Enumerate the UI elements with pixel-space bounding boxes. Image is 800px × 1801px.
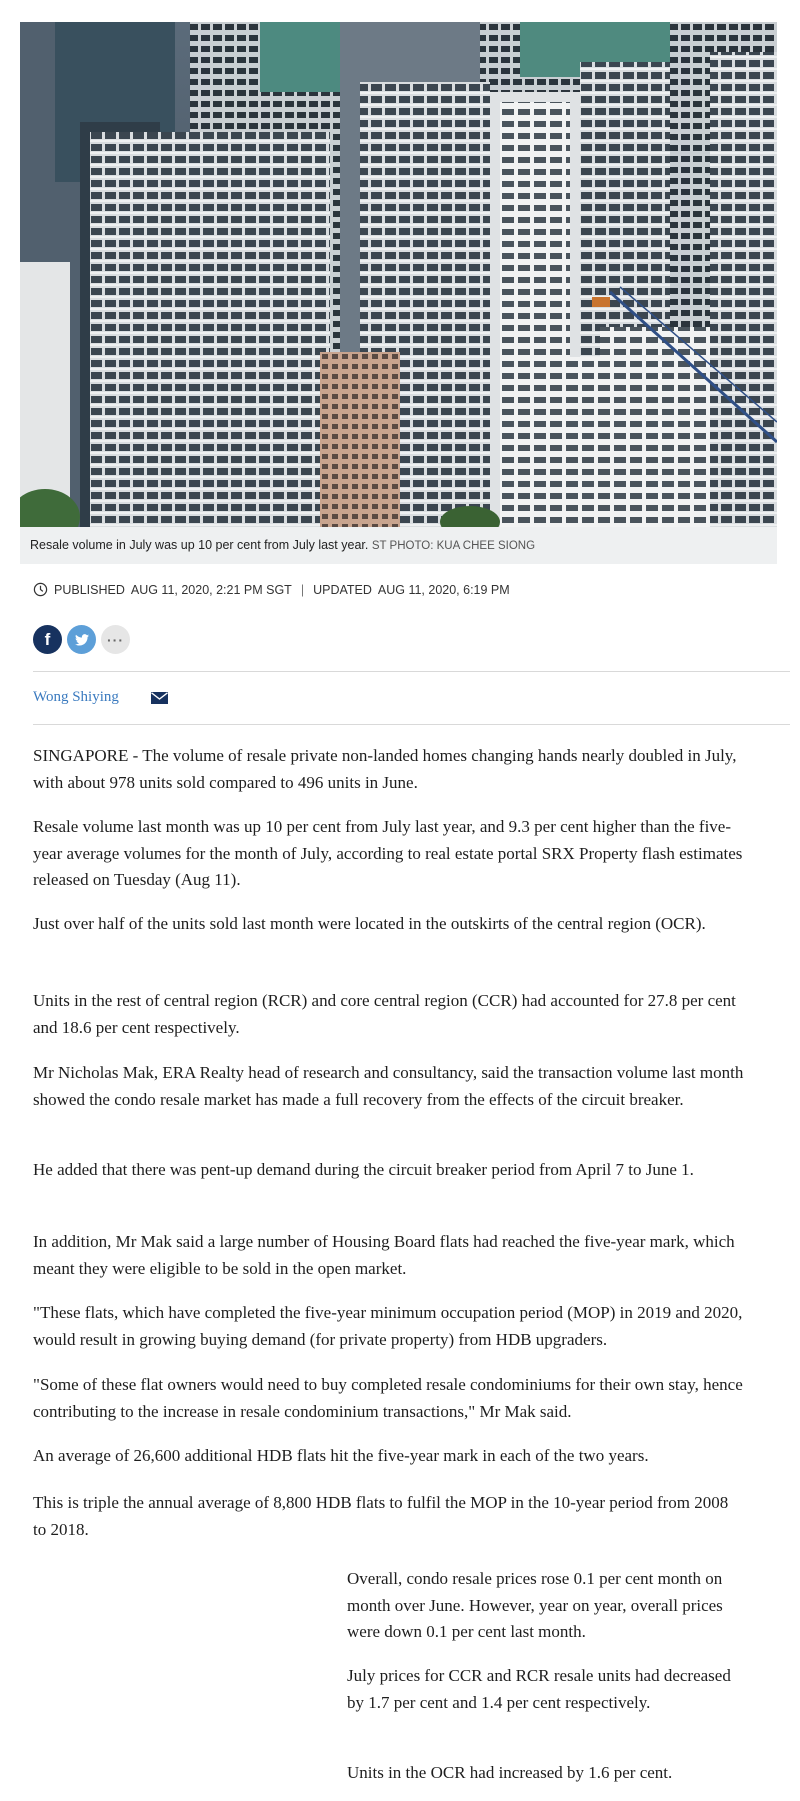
article-paragraph: He added that there was pent-up demand during the circuit breaker period from April 7 to June 1. [33, 1160, 694, 1179]
clock-icon [33, 582, 48, 597]
article-paragraph: Units in the rest of central region (RCR) and core central region (CCR) had accounted for 27.8 per cent and 18.6 per cent respectively. [33, 991, 736, 1037]
article-paragraph: In addition, Mr Mak said a large number of Housing Board flats had reached the five-year mark, which meant they were eligible to be sold in the open market. [33, 1232, 735, 1278]
article-photo [20, 22, 777, 527]
facebook-icon: f [44, 629, 51, 649]
published-label: PUBLISHED [54, 582, 125, 597]
article-paragraph: "These flats, which have completed the five-year minimum occupation period (MOP) in 2019 and 2020, would result in growing buying demand (for private property) from HDB upgraders. [33, 1303, 743, 1349]
article-paragraph: SINGAPORE - The volume of resale private non-landed homes changing hands nearly doubled in July, with about 978 units sold compared to 496 units in June. [33, 746, 737, 792]
divider [33, 724, 790, 725]
publish-meta [33, 582, 510, 597]
email-icon[interactable] [151, 692, 168, 704]
article-figure [20, 22, 777, 564]
share-bar [33, 625, 130, 654]
article-paragraph: Resale volume last month was up 10 per cent from July last year, and 9.3 per cent higher than the five-year average volumes for the month of July, according to real estate portal SRX Property flash estimates released on Tuesday (Aug 11). [33, 817, 743, 889]
article-paragraph: Units in the OCR had increased by 1.6 per cent. [347, 1763, 673, 1782]
article-paragraph: "Some of these flat owners would need to buy completed resale condominiums for their own stay, hence contributing to the increase in resale condominium transactions," Mr Mak said. [33, 1375, 743, 1421]
article-paragraph: This is triple the annual average of 8,800 HDB flats to fulfil the MOP in the 10-year period from 2008 to 2018. [33, 1493, 729, 1539]
meta-separator: | [300, 582, 305, 597]
updated-date: AUG 11, 2020, 6:19 PM [377, 582, 510, 597]
published-date: AUG 11, 2020, 2:21 PM SGT [130, 582, 292, 597]
article-paragraph: July prices for CCR and RCR resale units had decreased by 1.7 per cent and 1.4 per cent respectively. [347, 1666, 731, 1712]
photo-credit: ST PHOTO: KUA CHEE SIONG [371, 540, 536, 552]
article-paragraph: Overall, condo resale prices rose 0.1 per cent month on month over June. However, year on year, overall prices were down 0.1 per cent last month. [347, 1569, 723, 1641]
more-icon: ··· [107, 631, 124, 648]
article-paragraph: An average of 26,600 additional HDB flats hit the five-year mark in each of the two years. [33, 1446, 649, 1465]
updated-label: UPDATED [313, 582, 372, 597]
byline [33, 689, 168, 706]
twitter-icon [75, 634, 89, 646]
article-paragraph: Mr Nicholas Mak, ERA Realty head of research and consultancy, said the transaction volume last month showed the condo resale market has made a full recovery from the effects of the circuit breaker. [33, 1063, 744, 1109]
photo-caption [20, 527, 777, 564]
divider [33, 671, 790, 672]
twitter-share-button[interactable] [67, 625, 96, 654]
author-link[interactable]: Wong Shiying [33, 689, 119, 705]
facebook-share-button[interactable] [33, 625, 62, 654]
article-paragraph: Just over half of the units sold last month were located in the outskirts of the central region (OCR). [33, 914, 706, 933]
more-share-button[interactable] [101, 625, 130, 654]
caption-text: Resale volume in July was up 10 per cent from July last year. [30, 538, 369, 552]
